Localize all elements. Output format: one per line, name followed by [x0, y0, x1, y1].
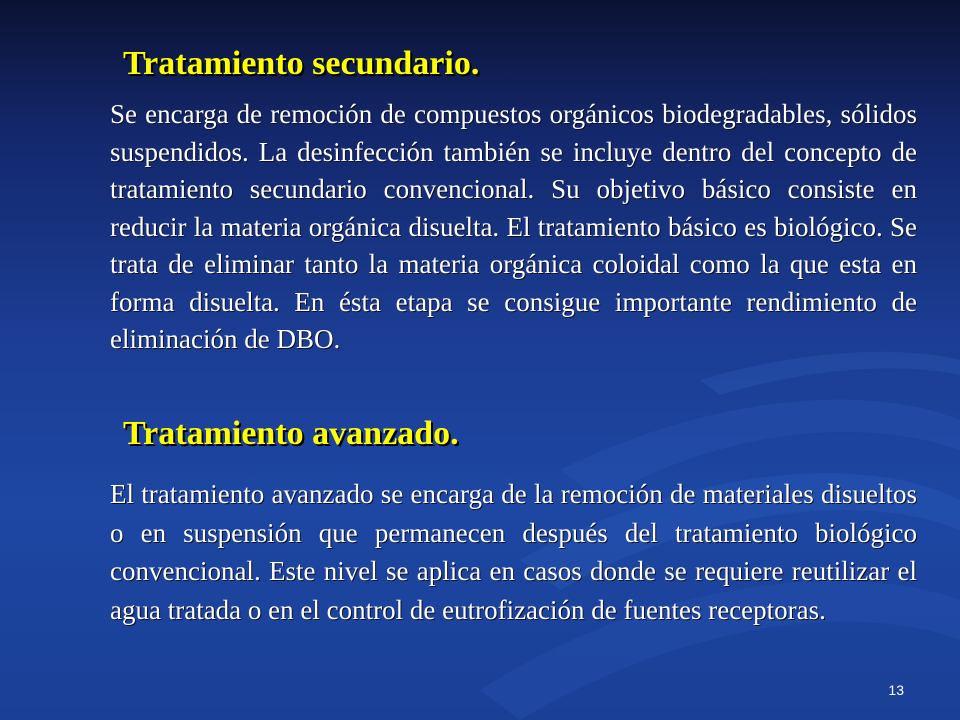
heading-secondary-treatment: Tratamiento secundario. — [123, 45, 480, 82]
paragraph-advanced-treatment: El tratamiento avanzado se encarga de la remoción de materiales disueltos o en suspensión que permanecen después del tratamiento biológico convencional. Este nivel se aplica en casos donde se requiere reutilizar el agua tratada o en el control de eutrofización de fuentes receptoras. — [110, 479, 917, 625]
page-number: 13 — [888, 682, 904, 698]
paragraph-secondary-treatment: Se encarga de remoción de compuestos orgánicos biodegradables, sólidos suspendidos. La desinfección también se incluye dentro del concepto de tratamiento secundario convencional. Su objetivo básico consiste en reducir la materia orgánica disuelta. El tratamiento básico es biológico. Se trata de eliminar tanto la materia orgánica coloidal como la que esta en forma disuelta. En ésta etapa se consigue importante rendimiento de eliminación de DBO. — [110, 99, 917, 354]
heading-advanced-treatment: Tratamiento avanzado. — [123, 415, 459, 452]
